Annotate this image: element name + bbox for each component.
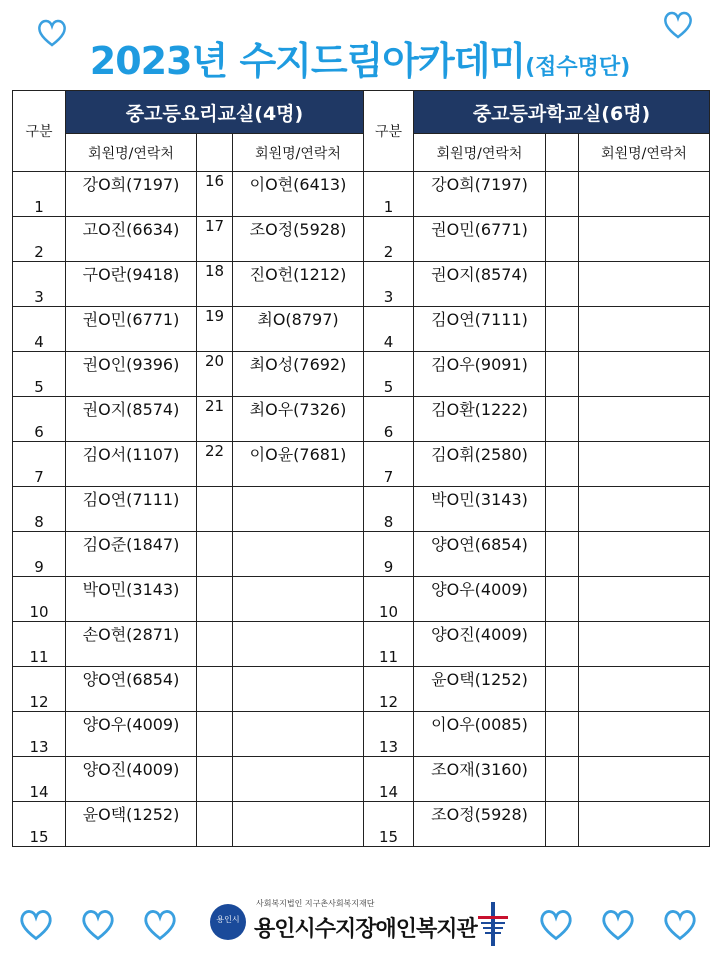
member-name: 박O민(3143)	[414, 487, 546, 532]
member-name: 권O민(6771)	[66, 307, 197, 352]
row-number-empty	[546, 397, 579, 442]
member-name: 최O우(7326)	[233, 397, 364, 442]
row-number: 5	[364, 352, 414, 397]
member-name: 김O환(1222)	[414, 397, 546, 442]
roster-body	[13, 172, 710, 847]
member-name-empty	[579, 622, 710, 667]
row-number-empty	[546, 622, 579, 667]
row-number: 13	[13, 712, 66, 757]
member-name: 김O준(1847)	[66, 532, 197, 577]
row-number: 7	[364, 442, 414, 487]
table-row	[13, 667, 710, 712]
row-number-empty	[546, 307, 579, 352]
row-number: 20	[197, 352, 233, 397]
member-name-empty	[579, 307, 710, 352]
member-name: 이O현(6413)	[233, 172, 364, 217]
row-number: 16	[197, 172, 233, 217]
member-name: 최O성(7692)	[233, 352, 364, 397]
member-name	[233, 757, 364, 802]
member-name: 김O휘(2580)	[414, 442, 546, 487]
row-number: 3	[13, 262, 66, 307]
table-row	[13, 217, 710, 262]
member-name: 진O헌(1212)	[233, 262, 364, 307]
member-name: 권O인(9396)	[66, 352, 197, 397]
row-number: 6	[13, 397, 66, 442]
row-number: 18	[197, 262, 233, 307]
member-name: 조O재(3160)	[414, 757, 546, 802]
roster-table	[12, 90, 710, 847]
row-number	[197, 532, 233, 577]
cross-emblem-icon	[478, 902, 508, 946]
row-number: 8	[13, 487, 66, 532]
member-name: 조O정(5928)	[233, 217, 364, 262]
row-number: 9	[364, 532, 414, 577]
row-number: 1	[13, 172, 66, 217]
heart-icon	[600, 908, 636, 942]
table-row	[13, 577, 710, 622]
row-number: 11	[364, 622, 414, 667]
title-sub: (접수명단)	[525, 55, 631, 80]
row-number-empty	[546, 802, 579, 847]
row-number-empty	[546, 667, 579, 712]
table-row	[13, 352, 710, 397]
column-header: 회원명/연락처	[66, 134, 197, 172]
row-number: 10	[13, 577, 66, 622]
member-name-empty	[579, 577, 710, 622]
row-number	[197, 622, 233, 667]
row-number: 11	[13, 622, 66, 667]
row-number	[197, 757, 233, 802]
member-name	[233, 667, 364, 712]
row-number	[197, 712, 233, 757]
member-name: 권O지(8574)	[66, 397, 197, 442]
row-number-empty	[546, 172, 579, 217]
member-name: 구O란(9418)	[66, 262, 197, 307]
row-number: 14	[13, 757, 66, 802]
row-number: 8	[364, 487, 414, 532]
title-main: 2023년 수지드림아카데미	[89, 39, 526, 83]
row-number: 13	[364, 712, 414, 757]
row-number-empty	[546, 757, 579, 802]
row-number: 2	[364, 217, 414, 262]
member-name: 권O민(6771)	[414, 217, 546, 262]
member-name: 김O연(7111)	[66, 487, 197, 532]
heart-icon	[142, 908, 178, 942]
column-header-empty	[546, 134, 579, 172]
member-name-empty	[579, 532, 710, 577]
row-number: 22	[197, 442, 233, 487]
member-name: 박O민(3143)	[66, 577, 197, 622]
heart-icon	[18, 908, 54, 942]
row-number: 1	[364, 172, 414, 217]
row-number: 12	[364, 667, 414, 712]
table-row	[13, 397, 710, 442]
member-name: 윤O택(1252)	[414, 667, 546, 712]
row-number-empty	[546, 577, 579, 622]
member-name-empty	[579, 397, 710, 442]
row-number: 7	[13, 442, 66, 487]
row-number	[197, 802, 233, 847]
member-name: 강O희(7197)	[66, 172, 197, 217]
row-number: 10	[364, 577, 414, 622]
column-header: 회원명/연락처	[414, 134, 546, 172]
member-name-empty	[579, 442, 710, 487]
member-name	[233, 622, 364, 667]
organization-subtitle: 사회복지법인 지구촌사회복지재단	[256, 899, 375, 908]
member-name-empty	[579, 217, 710, 262]
member-name: 양O우(4009)	[414, 577, 546, 622]
member-name: 고O진(6634)	[66, 217, 197, 262]
member-name: 양O연(6854)	[66, 667, 197, 712]
member-name-empty	[579, 172, 710, 217]
member-name	[233, 487, 364, 532]
member-name	[233, 532, 364, 577]
row-number-empty	[546, 262, 579, 307]
row-number-empty	[546, 442, 579, 487]
member-name	[233, 712, 364, 757]
member-name: 양O우(4009)	[66, 712, 197, 757]
heart-icon	[662, 908, 698, 942]
row-number: 17	[197, 217, 233, 262]
row-number: 15	[364, 802, 414, 847]
row-number-empty	[546, 352, 579, 397]
member-name-empty	[579, 757, 710, 802]
member-name: 최O(8797)	[233, 307, 364, 352]
class1-header: 중고등요리교실(4명)	[66, 91, 364, 134]
member-name-empty	[579, 712, 710, 757]
member-name-empty	[579, 262, 710, 307]
table-row	[13, 622, 710, 667]
row-number: 9	[13, 532, 66, 577]
row-number-empty	[546, 217, 579, 262]
row-number: 14	[364, 757, 414, 802]
row-number: 3	[364, 262, 414, 307]
member-name: 조O정(5928)	[414, 802, 546, 847]
member-name-empty	[579, 352, 710, 397]
row-number-empty	[546, 487, 579, 532]
member-name: 윤O택(1252)	[66, 802, 197, 847]
member-name-empty	[579, 802, 710, 847]
column-header-empty	[197, 134, 233, 172]
row-number: 12	[13, 667, 66, 712]
table-row	[13, 487, 710, 532]
gubun-header: 구분	[364, 91, 414, 172]
member-name	[233, 802, 364, 847]
logo-badge-text: 용인시	[216, 915, 240, 924]
row-number: 2	[13, 217, 66, 262]
row-number: 6	[364, 397, 414, 442]
heart-icon	[80, 908, 116, 942]
row-number	[197, 487, 233, 532]
table-row	[13, 532, 710, 577]
member-name	[233, 577, 364, 622]
row-number: 19	[197, 307, 233, 352]
table-row	[13, 712, 710, 757]
member-name: 김O서(1107)	[66, 442, 197, 487]
member-name-empty	[579, 667, 710, 712]
row-number: 5	[13, 352, 66, 397]
member-name: 이O윤(7681)	[233, 442, 364, 487]
row-number: 15	[13, 802, 66, 847]
class2-header: 중고등과학교실(6명)	[414, 91, 710, 134]
member-name: 이O우(0085)	[414, 712, 546, 757]
member-name-empty	[579, 487, 710, 532]
page-title	[0, 30, 720, 85]
member-name: 손O현(2871)	[66, 622, 197, 667]
row-number-empty	[546, 532, 579, 577]
table-row	[13, 757, 710, 802]
table-row	[13, 307, 710, 352]
member-name: 김O연(7111)	[414, 307, 546, 352]
row-number	[197, 667, 233, 712]
member-name: 양O진(4009)	[414, 622, 546, 667]
table-row	[13, 802, 710, 847]
table-row	[13, 172, 710, 217]
table-row	[13, 442, 710, 487]
organization-logo	[208, 896, 513, 952]
gubun-header: 구분	[13, 91, 66, 172]
member-name: 권O지(8574)	[414, 262, 546, 307]
row-number: 21	[197, 397, 233, 442]
column-header: 회원명/연락처	[579, 134, 710, 172]
row-number: 4	[364, 307, 414, 352]
row-number: 4	[13, 307, 66, 352]
member-name: 양O진(4009)	[66, 757, 197, 802]
member-name: 양O연(6854)	[414, 532, 546, 577]
row-number	[197, 577, 233, 622]
organization-name: 용인시수지장애인복지관	[254, 917, 477, 942]
table-row	[13, 262, 710, 307]
row-number-empty	[546, 712, 579, 757]
member-name: 김O우(9091)	[414, 352, 546, 397]
logo-emblem-icon	[210, 904, 246, 940]
column-header: 회원명/연락처	[233, 134, 364, 172]
heart-icon	[538, 908, 574, 942]
member-name: 강O희(7197)	[414, 172, 546, 217]
